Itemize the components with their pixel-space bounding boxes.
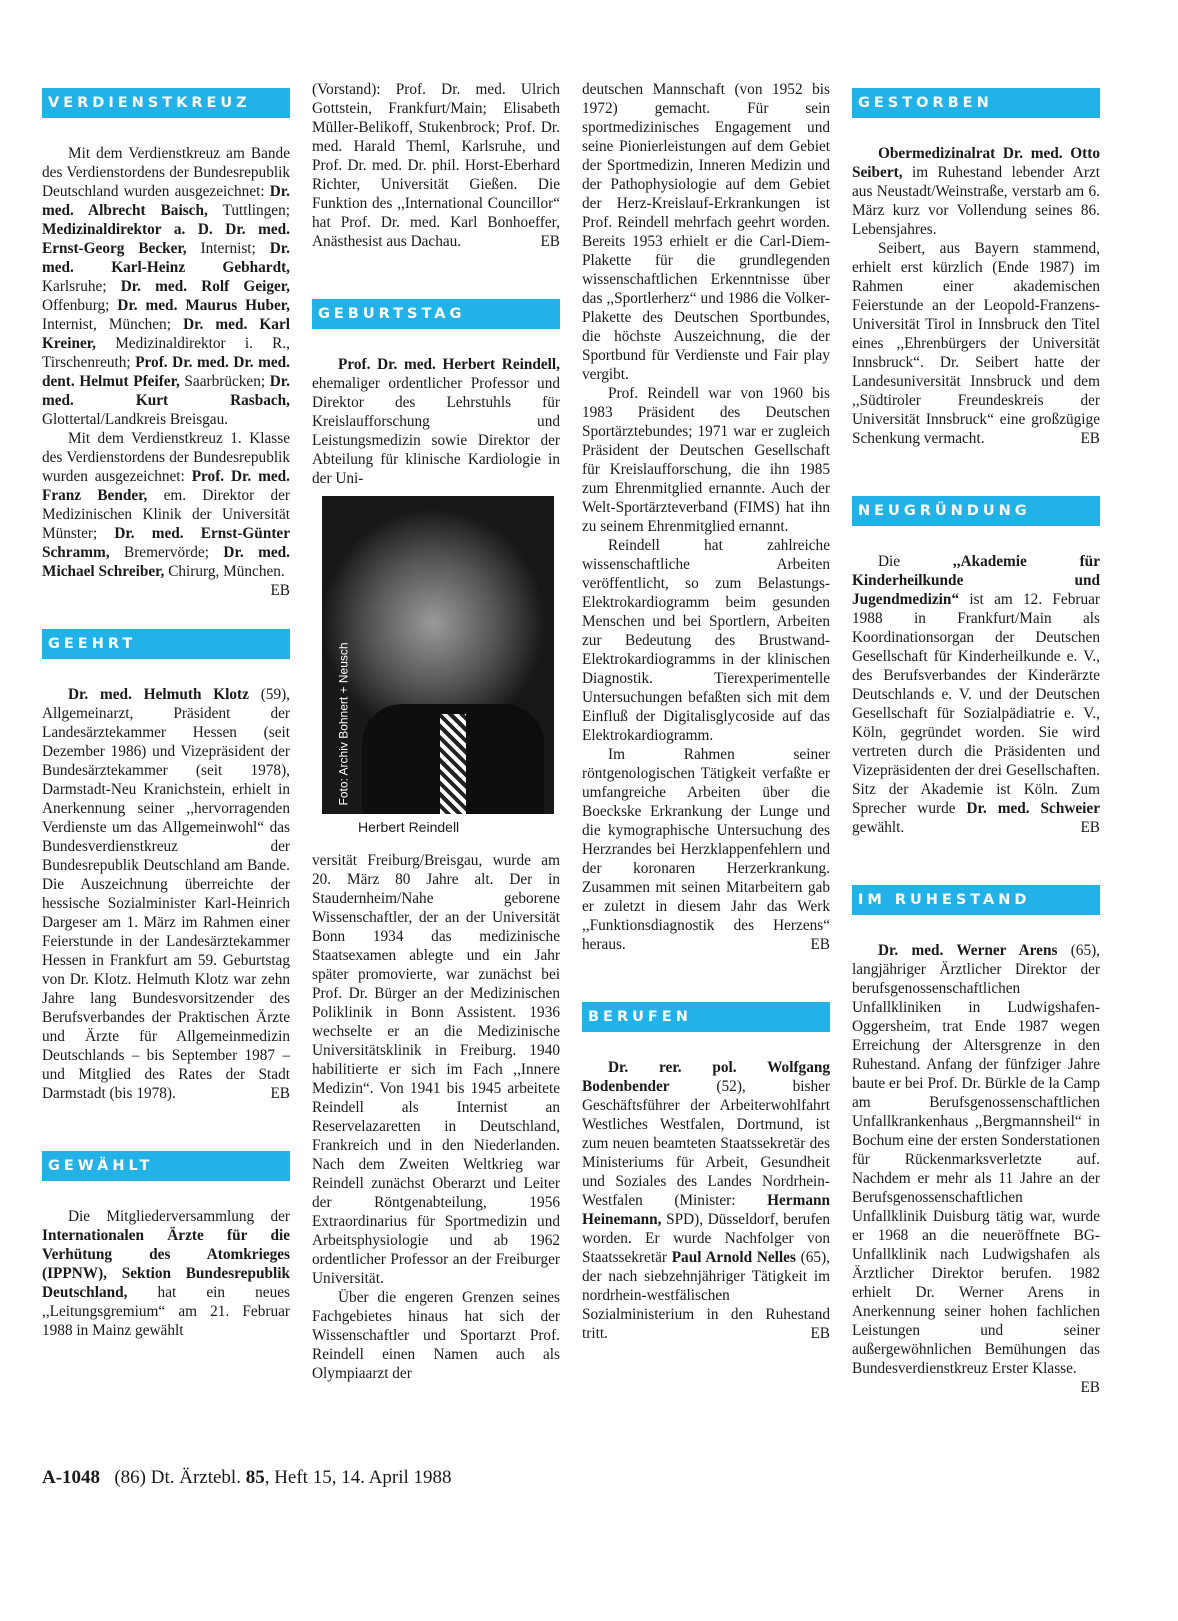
photo-caption: Herbert Reindell (358, 819, 460, 835)
text-run: Karlsruhe; (42, 278, 121, 295)
text-run: ehemaliger ordentlicher Professor und Direktor des Lehrstuhls für Kreislaufforschung und Leistungsmedizin sowie Direktor der Abteilung für klinische Kardiologie in der Uni- (312, 375, 560, 487)
bold-name: Obermedizinalrat Dr. med. Otto Seibert, (852, 145, 1100, 181)
text-run: Offenburg; (42, 297, 118, 314)
text-run: Glottertal/Landkreis Breisgau. (42, 411, 229, 428)
text-run: hat ein neues ,,Leitungsgremium“ am 21. Februar 1988 in Mainz gewählt (42, 1284, 290, 1339)
section-banner-berufen: BERUFEN (582, 1002, 830, 1032)
article-paragraph (852, 941, 1101, 1396)
column-1 (42, 80, 290, 1340)
bold-name: Internationalen Ärzte für die Verhütung des Atomkrieges (IPPNW), Sektion Bundesrepublik Deutschland, (42, 1227, 290, 1301)
photo-credit: Foto: Archiv Bohnert + Neusch (336, 642, 351, 806)
bold-name: Dr. med. Michael Schreiber, (42, 544, 290, 580)
section-banner-verdienstkreuz: VERDIENSTKREUZ (42, 88, 290, 118)
column-3 (582, 80, 830, 1343)
text-run: Tuttlingen; (207, 202, 290, 219)
bold-name: Dr. med. Ernst-Günter Schramm, (42, 525, 290, 561)
bold-name: Paul Arnold Nelles (671, 1249, 796, 1266)
article-paragraph (42, 429, 290, 599)
bold-name: Dr. med. Helmuth Klotz (68, 686, 249, 703)
author-signature: EB (270, 1085, 290, 1102)
text-run: Saarbrücken; (179, 373, 270, 390)
text-run: ist am 12. Februar 1988 in Frankfurt/Main als Koordinationsorgan der Deutschen Gesellschaft für Kinderheilkunde e. V., des Berufsverbandes der Kinderärzte Deutschlands e. V. und der Deutschen Gesellschaft für Sozialpädiatrie e. V., Köln, gegründet worden. Sie wird vertreten durch die Präsidenten und Vizepräsidenten der drei Gesellschaften. Sitz der Akademie ist Köln. Zum Sprecher wurde (852, 591, 1100, 817)
section-banner-geburtstag: GEBURTSTAG (312, 299, 560, 329)
text-run: (59), Allgemeinarzt, Präsident der Landesärztekammer Hessen (seit Dezember 1986) und Vizepräsident der Bundesärztekammer (seit 1978), Darmstadt-Neu Kranichstein, erhielt in Anerkennung seiner ,,hervorragenden Verdienste um das Allgemeinwohl“ das Bundesverdienstkreuz der Bundesrepublik Deutschland am Bande. Die Auszeichnung überreichte der hessische Sozialminister Karl-Heinrich Dargeser am 1. März im Rahmen einer Feierstunde in der Landesärztekammer Hessen in Frankfurt am 59. Geburtstag von Dr. Klotz. Helmuth Klotz war zehn Jahre lang Bundesvorsitzender des Berufsverbandes der Praktischen Ärzte und Ärzte für Allgemeinmedizin Deutschlands – bis September 1987 – und Mitglied des Rates der Stadt Darmstadt (bis 1978). (42, 686, 291, 1102)
page-number: A-1048 (42, 1467, 101, 1488)
author-signature: EB (540, 233, 560, 250)
author-signature: EB (1080, 819, 1100, 836)
text-run: Mit dem Verdienstkreuz am Bande des Verdienstordens der Bundesrepublik Deutschland wurden ausgezeichnet: (42, 145, 290, 200)
text-run: (65), der nach siebzehnjähriger Tätigkeit im nordrhein-westfälischen Sozialministerium in den Ruhestand tritt. (582, 1249, 830, 1342)
bold-name: Dr. med. Maurus Huber, (117, 297, 290, 314)
author-signature: EB (1080, 1379, 1100, 1396)
section-banner-ruhestand: IM RUHESTAND (852, 885, 1100, 915)
bold-name: Prof. Dr. med. Dr. med. dent. Helmut Pfeifer, (42, 354, 291, 390)
bold-name: ,,Akademie für Kinderheilkunde und Jugendmedizin“ (852, 553, 1100, 608)
text-run: gewählt. (852, 819, 905, 836)
article-paragraph: versität Freiburg/Breisgau, wurde am 20. März 80 Jahre alt. Der in Staudernheim/Nahe geborene Wissenschaftler, der an der Universität Bonn 1934 das medizinische Staatsexamen ablegte und ein Jahr später promovierte, war zunächst bei Prof. Dr. Bürger an der Medizinischen Poliklinik in Bonn Assistent. 1936 wechselte er an die Medizinische Universitätsklinik in Freiburg. 1940 habilitierte er sich im Fach ,,Innere Medizin“. Von 1941 bis 1945 arbeitete Reindell als Internist an Reservelazaretten in Deutschland, Frankreich und in den Niederlanden. Nach dem Zweiten Weltkrieg war Reindell zunächst Oberarzt und Leiter der Röntgenabteilung, 1956 Extraordinarius für Sportmedizin und Arbeitsphysiologie und ab 1962 ordentlicher Professor an der Freiburger Universität. (312, 852, 560, 1287)
section-banner-geehrt: GEEHRT (42, 629, 290, 659)
author-signature: EB (810, 1325, 830, 1342)
text-run: (65), langjähriger Ärztlicher Direktor der berufsgenossenschaftlichen Unfallkliniken in Ludwigshafen-Oggersheim, trat Ende 1987 wegen Erreichung der Altersgrenze in den Ruhestand. Anfang der fünfziger Jahre baute er bei Prof. Dr. Bürkle de la Camp am Berufsgenossenschaftlichen Unfallkrankenhaus ,,Bergmannsheil“ in Bochum eine der ersten Sonderstationen für Rückenmarksverletzte auf. Nachdem er mehr als 11 Jahre an der Berufsgenossenschaftlichen Unfallklinik Duisburg tätig war, wurde er 1968 an die neueröffnete BG-Unfallklinik nach Ludwigshafen als Ärztlicher Direktor berufen. 1982 erhielt Dr. Werner Arens in Anerkennung seiner hohen fachlichen Leistungen und seiner außergewöhnlichen Bemühungen das Bundesverdienstkreuz Erster Klasse. (852, 942, 1101, 1377)
author-signature: EB (270, 582, 290, 599)
section-banner-gewaehlt: GEWÄHLT (42, 1151, 290, 1181)
article-paragraph: Im Rahmen seiner röntgenologischen Tätigkeit verfaßte er umfangreiche Arbeiten über die Boeckske Erkrankung der Lunge und die kymographische Untersuchung des Herzrandes bei Herzklappenfehlern und der koronaren Herzerkrankung. Zusammen mit seinen Mitarbeitern gab er zuletzt in diesem Jahr das Werk ,,Funktionsdiagnostik des Herzens“ heraus. EB (582, 746, 830, 953)
bold-name: Dr. med. Karl-Heinz Gebhardt, (42, 240, 290, 276)
volume-number: 85 (245, 1467, 265, 1488)
bold-name: Dr. med. Werner Arens (878, 942, 1058, 959)
article-paragraph (582, 1058, 830, 1343)
bold-name: Dr. med. Kurt Rasbach, (42, 373, 290, 409)
column-4 (852, 80, 1100, 1397)
portrait-photo (322, 496, 554, 814)
article-paragraph: (Vorstand): Prof. Dr. med. Ulrich Gottstein, Frankfurt/Main; Elisabeth Müller-Belikoff, Stukenbrock; Prof. Dr. med. Harald Theml, Karlsruhe, und Prof. Dr. med. Dr. phil. Horst-Eberhard Richter, Universität Gießen. Die Funktion des ,,International Councillor“ hat Prof. Dr. med. Karl Bonhoeffer, Anästhesist aus Dachau. EB (312, 81, 560, 250)
article-paragraph: Reindell hat zahlreiche wissenschaftliche Arbeiten veröffentlicht, so zum Belastungs-Elektrokardiogramm beim gesunden Menschen und bei Sportlern, Arbeiten zur Bedeutung des Brustwand-Elektrokardiogramms in der klinischen Diagnostik. Tierexperimentelle Untersuchungen befaßten sich mit dem Einfluß der Digitalisglycoside auf das Elektrokardiogramm. (582, 537, 830, 744)
article-paragraph: Über die engeren Grenzen seines Fachgebietes hinaus hat sich der Wissenschaftler und Sportarzt Prof. Reindell einen Namen auch als Olympiaarzt der (312, 1289, 560, 1382)
author-signature: EB (1080, 430, 1100, 447)
text-run: Die (878, 553, 953, 570)
section-banner-neugruendung: NEUGRÜNDUNG (852, 496, 1100, 526)
article-paragraph (42, 1207, 290, 1340)
page-footer (42, 1467, 452, 1489)
bold-name: Dr. med. Schweier (966, 800, 1100, 817)
bold-name: Dr. med. Rolf Geiger, (120, 278, 291, 295)
text-run: Internist; (186, 240, 270, 257)
article-paragraph (42, 685, 290, 1103)
text-run: Mit dem Verdienstkreuz 1. Klasse des Verdienstordens der Bundesrepublik wurden ausgezeichnet: (42, 430, 290, 485)
column-2 (312, 80, 560, 1383)
text-run: Die Mitgliederversammlung der (68, 1208, 290, 1225)
bold-name: Medizinaldirektor a. D. Dr. med. Ernst-Georg Becker, (42, 221, 290, 257)
article-paragraph: Prof. Reindell war von 1960 bis 1983 Präsident des Deutschen Sportärztebundes; 1971 war er zugleich Präsident der Deutschen Gesellschaft für Kreislaufforschung, die ihn 1985 zum Ehrenmitglied ernannte. Auch der Welt-Sportärzteverband (FIMS) hat ihn zu seinem Ehrenmitglied ernannt. (582, 385, 830, 535)
article-paragraph (852, 144, 1100, 239)
text-run: Medizinaldirektor i. R., Tirschenreuth; (42, 335, 290, 371)
bold-name: Dr. med. Albrecht Baisch, (42, 183, 290, 219)
bold-name: Hermann Heinemann, (582, 1192, 830, 1228)
text-run: Chirurg, München. (164, 563, 285, 580)
bold-name: Prof. Dr. med. Franz Bender, (42, 468, 290, 504)
article-paragraph (312, 355, 560, 488)
author-signature: EB (810, 936, 830, 953)
section-banner-gestorben: GESTORBEN (852, 88, 1100, 118)
text-run: Bremervörde; (109, 544, 224, 561)
bold-name: Dr. med. Karl Kreiner, (42, 316, 290, 352)
text-run: em. Direktor der Medizinischen Klinik der Universität Münster; (42, 487, 290, 542)
text-run: Internist, München; (42, 316, 184, 333)
article-paragraph: Seibert, aus Bayern stammend, erhielt erst kürzlich (Ende 1987) im Rahmen einer akademischen Feierstunde an der Leopold-Franzens-Universität Tirol in Innsbruck den Titel eines ,,Ehrenbürgers der Universität Innsbruck“. Dr. Seibert hatte der Landesuniversität Innsbruck und dem ,,Südtiroler Freundeskreis der Universität Innsbruck“ eine großzügige Schenkung vermacht. EB (852, 240, 1100, 447)
text-run: SPD), Düsseldorf, berufen worden. Er wurde Nachfolger von Staatssekretär (582, 1211, 830, 1266)
journal-name: (86) Dt. Ärztebl. (114, 1467, 241, 1488)
text-run: (52), bisher Geschäftsführer der Arbeiterwohlfahrt Westliches Westfalen, Dortmund, ist zum neuen beamteten Staatssekretär des Ministeriums für Arbeit, Gesundheit und Soziales des Landes Nordrhein-Westfalen (Minister: (582, 1078, 830, 1209)
article-paragraph (42, 144, 290, 429)
issue-info: , Heft 15, 14. April 1988 (264, 1467, 452, 1488)
bold-name: Prof. Dr. med. Herbert Reindell, (338, 356, 560, 373)
bold-name: Dr. rer. pol. Wolfgang Bodenbender (582, 1059, 830, 1095)
article-paragraph: deutschen Mannschaft (von 1952 bis 1972) gemacht. Für sein sportmedizinisches Engagement und seine Pionierleistungen auf dem Gebiet der Sportmedizin, Inneren Medizin und der Pathophysiologie auf dem Gebiet der Herz-Kreislauf-Erkrankungen ist Prof. Reindell mehrfach geehrt worden. Bereits 1953 erhielt er die Carl-Diem-Plakette für die grundlegenden wissenschaftlichen Erkenntnisse über das ,,Sportlerherz“ und 1986 die Volker-Plakette des Deutschen Sportbundes, die höchste Auszeichnung, die der Sportbund für Verdienste und Fair play vergibt. (582, 81, 830, 383)
text-run: im Ruhestand lebender Arzt aus Neustadt/Weinstraße, verstarb am 6. März kurz vor Vollendung seines 86. Lebensjahres. (852, 164, 1100, 238)
article-paragraph (852, 552, 1100, 837)
